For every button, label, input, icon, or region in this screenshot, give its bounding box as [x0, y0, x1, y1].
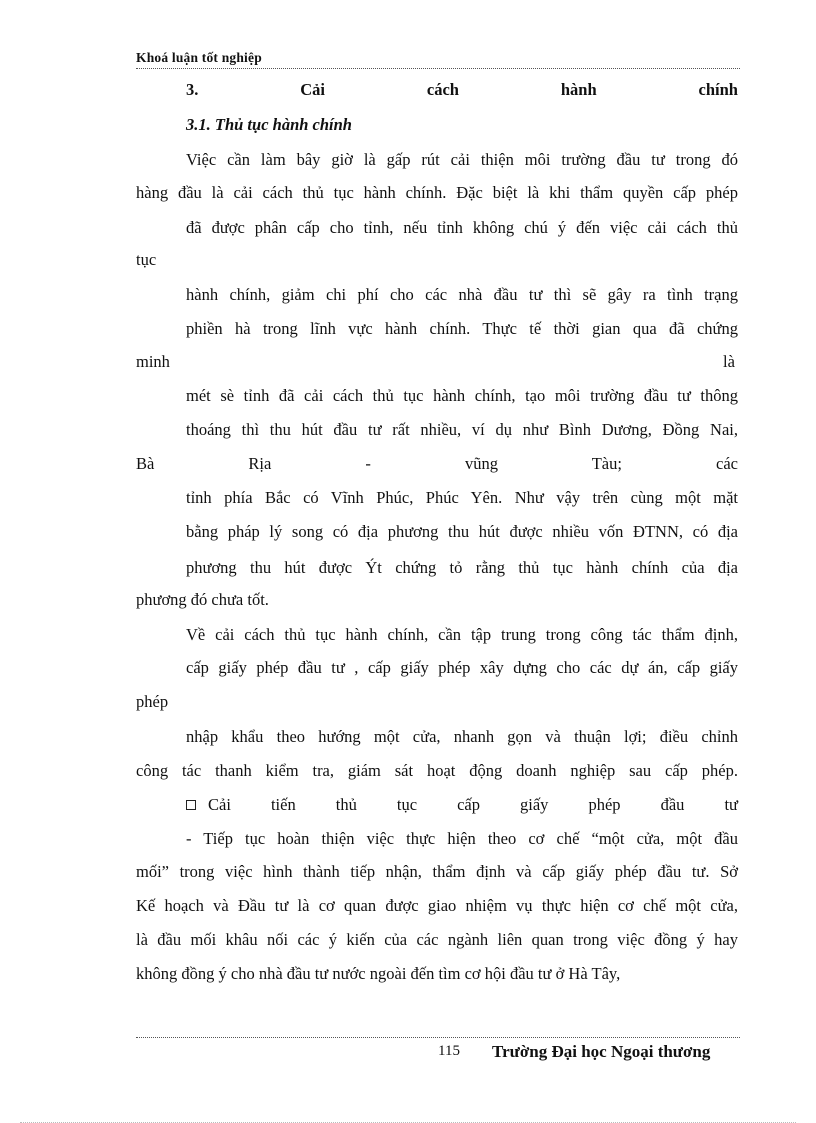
body-line: là đầu mối khâu nối các ý kiến của các ngành liên quan trong việc đồng ý hay	[136, 930, 738, 949]
body-line: Bà Rịa - vũng Tàu; các	[136, 454, 738, 473]
section-heading-word: Cải	[300, 80, 326, 99]
body-line: Kế hoạch và Đầu tư là cơ quan được giao nhiệm vụ thực hiện cơ chế một cửa,	[136, 896, 738, 915]
body-line: nhập khẩu theo hướng một cửa, nhanh gọn và thuận lợi; điều chỉnh	[186, 727, 738, 746]
body-line: hành chính, giảm chi phí cho các nhà đầu tư thì sẽ gây ra tình trạng	[186, 285, 738, 304]
body-line: mối” trong việc hình thành tiếp nhận, thẩm định và cấp giấy phép đầu tư. Sở	[136, 862, 738, 881]
bullet-item-text: Cải tiến thủ tục cấp giấy phép đầu tư	[208, 795, 738, 814]
header-divider	[136, 68, 740, 69]
body-line: mét sè tỉnh đã cải cách thủ tục hành chính, tạo môi trường đầu tư thông	[186, 386, 738, 405]
body-line: không đồng ý cho nhà đầu tư nước ngoài đến tìm cơ hội đầu tư ở Hà Tây,	[136, 964, 621, 983]
body-line: minh	[136, 352, 170, 371]
running-header: Khoá luận tốt nghiệp	[136, 50, 262, 65]
footer-school-name: Trường Đại học Ngoại thương	[492, 1042, 711, 1061]
body-line: bằng pháp lý song có địa phương thu hút được nhiều vốn ĐTNN, có địa	[186, 522, 738, 541]
body-line: là	[723, 352, 735, 371]
body-line: tục	[136, 250, 157, 269]
bullet-item	[186, 795, 738, 815]
body-line: Việc cần làm bây giờ là gấp rút cải thiện môi trường đầu tư trong đó	[186, 150, 738, 169]
subsection-heading: 3.1. Thủ tục hành chính	[186, 115, 352, 134]
body-line: hàng đầu là cải cách thủ tục hành chính. Đặc biệt là khi thẩm quyền cấp phép	[136, 183, 738, 202]
body-line: thoáng thì thu hút đầu tư rất nhiều, ví dụ như Bình Dương, Đồng Nai,	[186, 420, 738, 439]
body-line: đã được phân cấp cho tỉnh, nếu tỉnh không chú ý đến việc cải cách thủ	[186, 218, 738, 237]
body-line: phiền hà trong lĩnh vực hành chính. Thực tế thời gian qua đã chứng	[186, 319, 738, 338]
body-line: phương thu hút được Ýt chứng tỏ rằng thủ tục hành chính của địa	[186, 558, 738, 577]
body-line: phép	[136, 692, 169, 711]
body-line: phương đó chưa tốt.	[136, 590, 269, 609]
footer-divider	[136, 1037, 740, 1038]
square-bullet-icon	[186, 800, 196, 810]
body-line: cấp giấy phép đầu tư , cấp giấy phép xây dựng cho các dự án, cấp giấy	[186, 658, 738, 677]
section-heading	[186, 80, 738, 100]
body-line: Về cải cách thủ tục hành chính, cần tập trung trong công tác thẩm định,	[186, 625, 738, 644]
section-heading-word: 3.	[186, 80, 199, 99]
body-line: tỉnh phía Bắc có Vĩnh Phúc, Phúc Yên. Như vậy trên cùng một mặt	[186, 488, 738, 507]
page-number: 115	[438, 1043, 460, 1059]
section-heading-word: cách	[426, 80, 459, 99]
section-heading-word: hành	[560, 80, 597, 99]
body-line: - Tiếp tục hoàn thiện việc thực hiện theo cơ chế “một cửa, một đầu	[186, 829, 738, 848]
section-heading-word: chính	[698, 80, 738, 99]
body-line: công tác thanh kiểm tra, giám sát hoạt động doanh nghiệp sau cấp phép.	[136, 761, 738, 780]
